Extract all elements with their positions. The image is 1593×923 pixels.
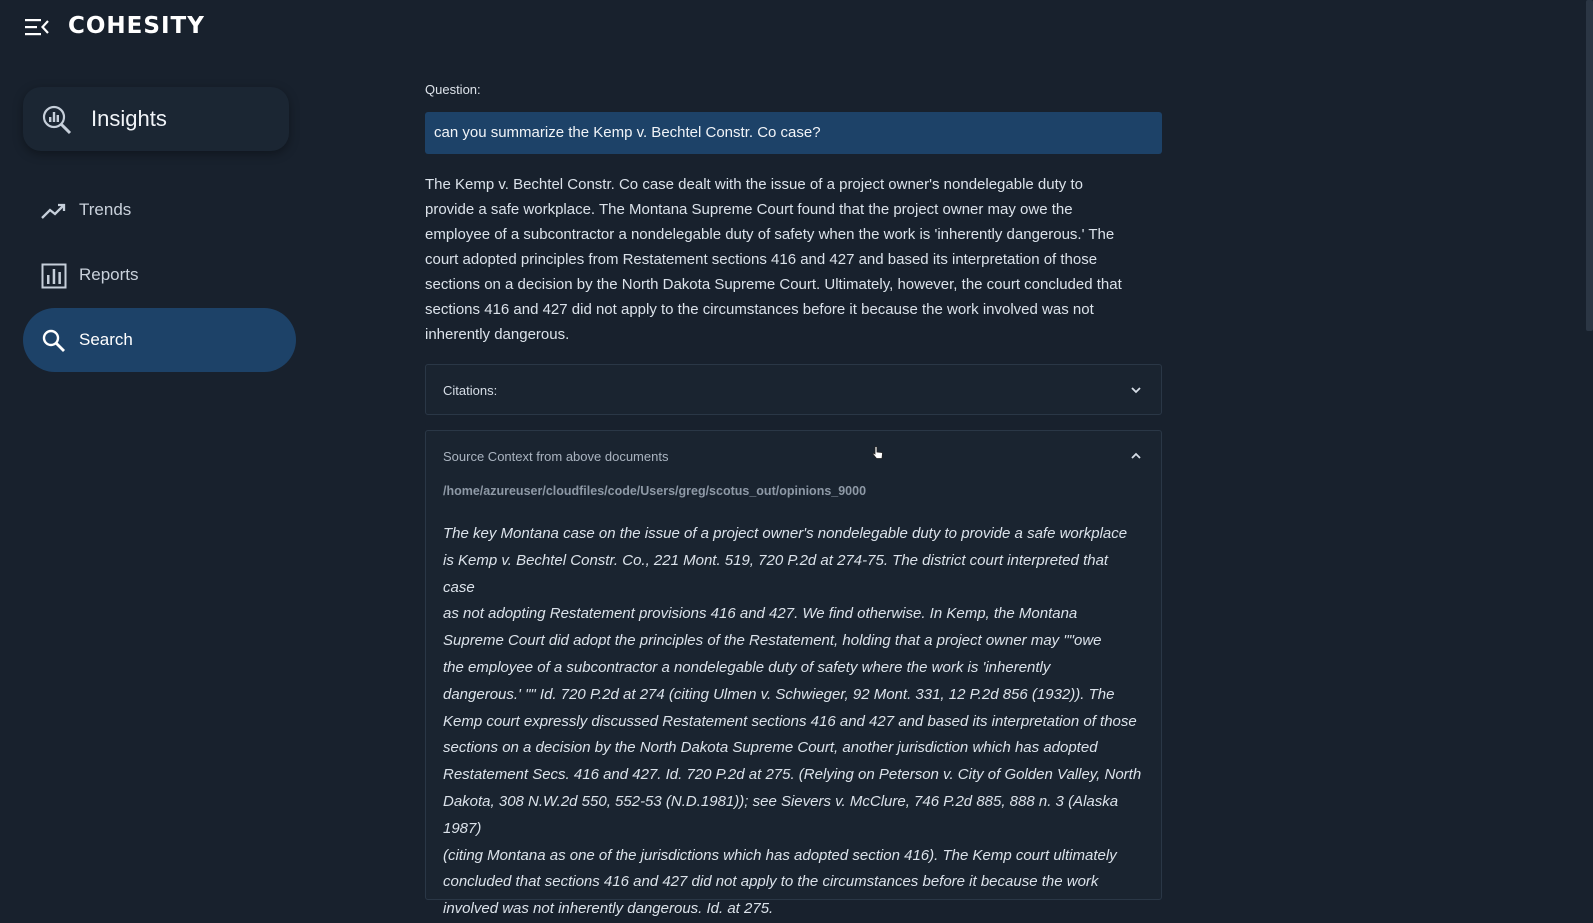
menu-icon[interactable] bbox=[24, 16, 50, 38]
cohesity-logo: COHESITY bbox=[68, 13, 205, 39]
source-line: sections on a decision by the North Dakota Supreme Court, another jurisdiction which has adopted bbox=[443, 739, 1098, 757]
sidebar-item-label: Trends bbox=[79, 200, 132, 219]
answer-line: inherently dangerous. bbox=[425, 326, 570, 343]
sidebar-item-search[interactable] bbox=[23, 308, 296, 372]
page-scrollbar[interactable] bbox=[1586, 0, 1593, 331]
answer-line: provide a safe workplace. The Montana Supreme Court found that the project owner may owe the bbox=[425, 201, 1073, 218]
search-icon bbox=[41, 328, 67, 354]
source-line: the employee of a subcontractor a nondelegable duty of safety where the work is 'inherently bbox=[443, 658, 1051, 676]
source-context-title[interactable]: Source Context from above documents bbox=[443, 449, 669, 464]
answer-line: sections on a decision by the North Dakota Supreme Court. Ultimately, however, the court concluded that bbox=[425, 276, 1122, 293]
source-line: as not adopting Restatement provisions 416 and 427. We find otherwise. In Kemp, the Montana bbox=[443, 605, 1078, 623]
answer-line: court adopted principles from Restatement sections 416 and 427 and based its interpretation of those bbox=[425, 251, 1098, 268]
question-input[interactable]: can you summarize the Kemp v. Bechtel Constr. Co case? bbox=[425, 112, 1162, 154]
answer-line: The Kemp v. Bechtel Constr. Co case dealt with the issue of a project owner's nondelegable duty to bbox=[425, 176, 1083, 193]
source-line: is Kemp v. Bechtel Constr. Co., 221 Mont. 519, 720 P.2d at 274-75. The district court interpreted that case bbox=[443, 551, 1109, 596]
sidebar-item-trends[interactable] bbox=[23, 178, 296, 242]
citations-label: Citations: bbox=[443, 383, 498, 398]
source-context-text bbox=[443, 521, 1143, 923]
source-line: dangerous.' "" Id. 720 P.2d at 274 (citing Ulmen v. Schwieger, 92 Mont. 331, 12 P.2d 856 (1932)). The bbox=[443, 685, 1115, 703]
mouse-pointer-icon bbox=[872, 446, 884, 460]
insights-icon bbox=[41, 104, 73, 136]
insights-label: Insights bbox=[91, 106, 167, 131]
chevron-up-icon[interactable] bbox=[1129, 449, 1143, 463]
bar-chart-icon bbox=[41, 263, 67, 289]
source-line: Supreme Court did adopt the principles of the Restatement, holding that a project owner may ""owe bbox=[443, 632, 1102, 650]
sidebar-item-reports[interactable] bbox=[23, 243, 296, 307]
citations-accordion[interactable] bbox=[425, 364, 1162, 415]
chevron-down-icon[interactable] bbox=[1129, 383, 1143, 397]
sidebar-item-label: Reports bbox=[79, 265, 139, 284]
source-line: Kemp court expressly discussed Restatement sections 416 and 427 and based its interpretation of those bbox=[443, 712, 1137, 730]
question-label: Question: bbox=[425, 82, 481, 97]
source-line: Dakota, 308 N.W.2d 550, 552-53 (N.D.1981)); see Sievers v. McClure, 746 P.2d 885, 888 n. 3 (Alaska 1987) bbox=[443, 792, 1119, 837]
top-bar bbox=[0, 0, 1593, 56]
answer-text bbox=[425, 172, 1165, 347]
source-line: involved was not inherently dangerous. Id. at 275. bbox=[443, 900, 774, 918]
sidebar-item-label: Search bbox=[79, 330, 133, 349]
source-line: Restatement Secs. 416 and 427. Id. 720 P.2d at 275. (Relying on Peterson v. City of Golden Valley, North bbox=[443, 766, 1142, 784]
source-line: (citing Montana as one of the jurisdictions which has adopted section 416). The Kemp court ultimately bbox=[443, 846, 1117, 864]
answer-line: employee of a subcontractor a nondelegable duty of safety when the work is 'inherently dangerous.' The bbox=[425, 226, 1115, 243]
source-line: The key Montana case on the issue of a project owner's nondelegable duty to provide a safe workplace bbox=[443, 525, 1128, 542]
source-line: concluded that sections 416 and 427 did not apply to the circumstances before it because the work bbox=[443, 873, 1099, 891]
answer-line: sections 416 and 427 did not apply to the circumstances before it because the work involved was not bbox=[425, 301, 1094, 318]
sidebar bbox=[0, 56, 310, 891]
document-path: /home/azureuser/cloudfiles/code/Users/greg/scotus_out/opinions_9000 bbox=[443, 484, 867, 498]
insights-section-header[interactable] bbox=[23, 87, 289, 151]
trend-line-icon bbox=[41, 198, 67, 224]
source-context-accordion bbox=[425, 430, 1162, 918]
